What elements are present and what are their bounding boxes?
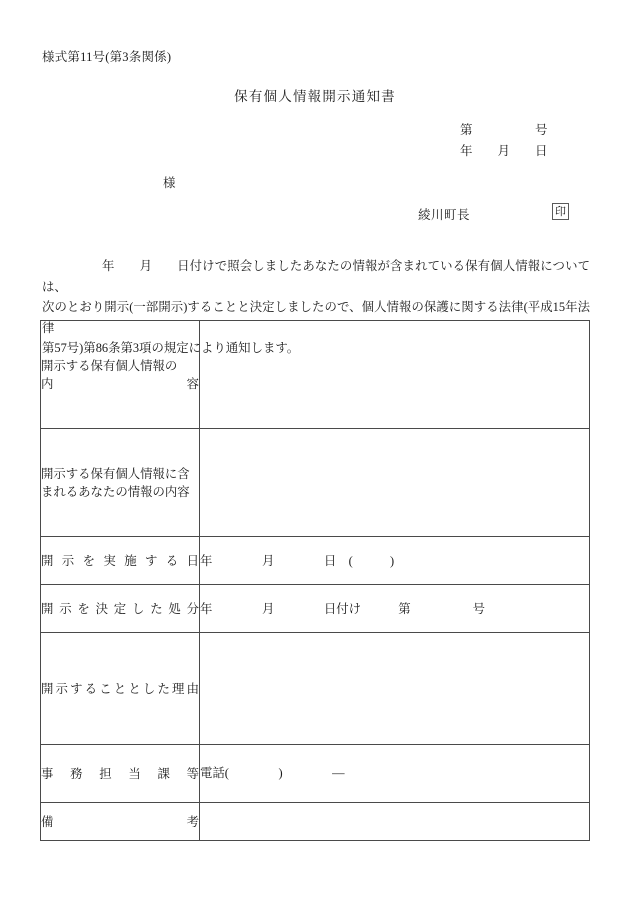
row-label-disclosed-info-content (41, 321, 200, 429)
phone-field[interactable] (200, 764, 589, 784)
row-label-decision-disposition (41, 585, 200, 633)
row-label-disclosure-date (41, 537, 200, 585)
body-line-2: 次のとおり開示(一部開示)することと決定しましたので、個人情報の保護に関する法律(平成15年法律 (42, 300, 590, 335)
row-value-remarks[interactable] (200, 803, 590, 841)
row-value-disclosure-reason[interactable] (200, 633, 590, 745)
row-label-text: 開示を実施する日 (41, 553, 199, 568)
document-meta-block (460, 120, 548, 162)
document-number-line: 第 号 (460, 123, 548, 137)
addressee-honorific: 様 (163, 176, 176, 190)
row-value-responsible-division[interactable] (200, 745, 590, 803)
table-row (41, 585, 590, 633)
row-label-disclosure-reason (41, 633, 200, 745)
seal-stamp-icon: 印 (552, 203, 569, 220)
table-row (41, 429, 590, 537)
table-row (41, 745, 590, 803)
row-value-text: 年 月 日付け 第 号 (200, 601, 485, 616)
table-row (41, 803, 590, 841)
table-row (41, 633, 590, 745)
row-label-responsible-division (41, 745, 200, 803)
row-label-your-info-content (41, 429, 200, 537)
row-label-line-1: 開示する保有個人情報の (41, 358, 178, 373)
table-row (41, 537, 590, 585)
row-value-your-info-content[interactable] (200, 429, 590, 537)
row-label-line-2: 内 容 (41, 376, 199, 391)
phone-line-text: 電話( ) — (200, 765, 345, 780)
row-label-line-2: まれるあなたの情報の内容 (41, 484, 190, 499)
row-value-text: 年 月 日 ( ) (200, 553, 395, 568)
row-label-text: 備 考 (41, 814, 199, 829)
body-line-1: 年 月 日付けで照会しましたあなたの情報が含まれている保有個人情報については、 (42, 259, 590, 294)
row-value-disclosed-info-content[interactable] (200, 321, 590, 429)
row-label-remarks (41, 803, 200, 841)
row-label-text: 事務担当課等 (41, 766, 199, 781)
form-number: 様式第11号(第3条関係) (42, 50, 172, 64)
row-label-text: 開示することとした理由 (41, 681, 199, 696)
row-value-disclosure-date[interactable] (200, 537, 590, 585)
issuer-name: 綾川町長 (418, 208, 471, 222)
page-title: 保有個人情報開示通知書 (234, 89, 396, 104)
row-label-line-1: 開示する保有個人情報に含 (41, 466, 190, 481)
disclosure-form-table (40, 320, 590, 841)
row-value-decision-disposition[interactable] (200, 585, 590, 633)
table-row (41, 321, 590, 429)
body-line-3: 第57号)第86条第3項の規定により通知します。 (42, 341, 300, 355)
document-date-line: 年 月 日 (460, 144, 548, 158)
row-label-text: 開示を決定した処分 (41, 601, 199, 616)
